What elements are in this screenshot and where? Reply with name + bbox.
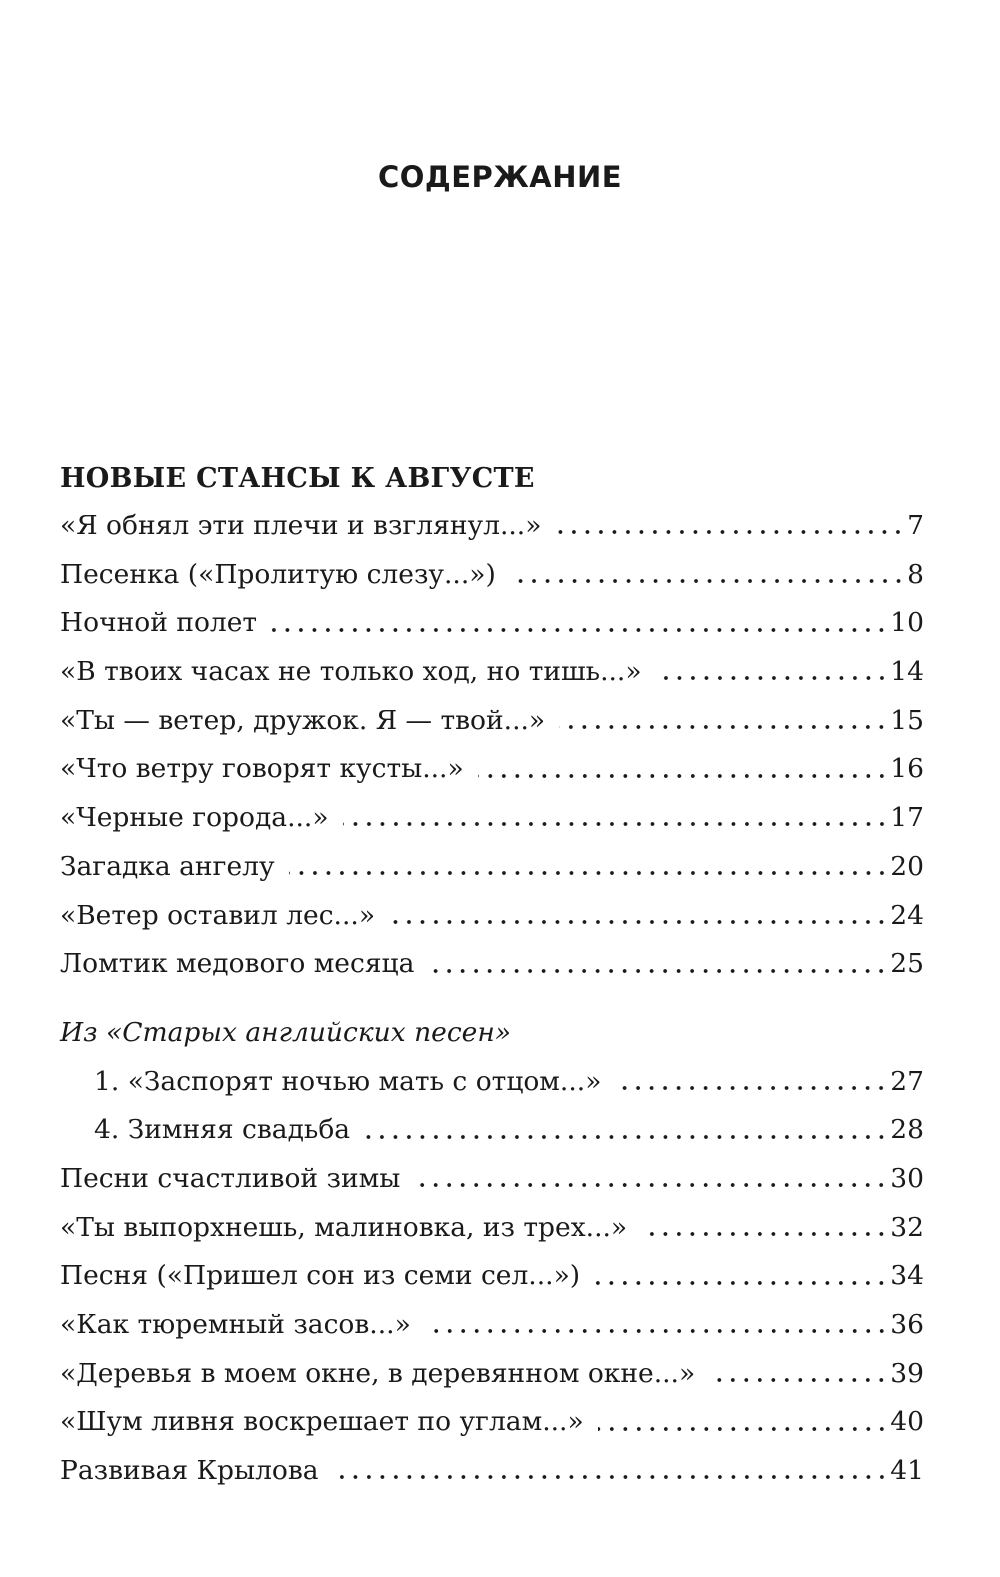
toc-entry[interactable] — [60, 1155, 924, 1204]
toc-entry-title: Ночной полет — [60, 607, 258, 639]
dot-leader — [559, 723, 888, 731]
dot-leader — [510, 577, 905, 585]
toc-entry-page: 41 — [890, 1455, 924, 1487]
dot-leader — [271, 626, 888, 634]
toc-entry[interactable] — [60, 1350, 924, 1399]
toc-entry-page: 17 — [890, 802, 924, 834]
toc-entry-title: «Что ветру говорят кусты...» — [60, 753, 464, 785]
toc-entry-page: 34 — [890, 1260, 924, 1292]
toc-entry[interactable] — [60, 599, 924, 648]
toc-entry-title: Песенка («Пролитую слезу...») — [60, 558, 496, 590]
toc-entry-page: 7 — [907, 510, 924, 541]
toc-entry[interactable] — [60, 1106, 924, 1155]
toc-entry[interactable] — [60, 502, 924, 551]
dot-leader — [289, 869, 889, 877]
toc-entry-page: 28 — [890, 1114, 924, 1146]
toc-entry[interactable] — [60, 745, 924, 794]
toc-entry-title: Песни счастливой зимы — [60, 1162, 401, 1194]
dot-leader — [414, 1181, 888, 1189]
toc-entry[interactable] — [60, 892, 924, 941]
dot-leader — [594, 1279, 888, 1287]
dot-leader — [343, 820, 889, 828]
toc-group-a — [60, 502, 924, 989]
toc-entry-page: 32 — [890, 1211, 924, 1243]
toc-entry[interactable] — [60, 1447, 924, 1496]
toc-entry-title: «Ты — ветер, дружок. Я — твой...» — [60, 704, 546, 736]
dot-leader — [709, 1376, 888, 1384]
toc-entry-page: 10 — [890, 607, 924, 639]
toc-entry-title: «В твоих часах не только ход, но тишь...» — [60, 656, 642, 688]
toc-entry[interactable] — [60, 794, 924, 843]
toc-entry-page: 16 — [890, 753, 924, 785]
toc-group-sub — [60, 1058, 924, 1155]
dot-leader — [389, 918, 888, 926]
dot-leader — [478, 772, 889, 780]
dot-leader — [641, 1230, 888, 1238]
toc-entry-title: Развивая Крылова — [60, 1455, 319, 1487]
toc-entry-page: 39 — [890, 1357, 924, 1389]
dot-leader — [333, 1473, 889, 1481]
dot-leader — [364, 1133, 888, 1141]
dot-leader — [428, 967, 888, 975]
subsection-heading: Из «Старых английских песен» — [60, 1016, 512, 1048]
toc-entry-title: 1. «Заспорят ночью мать с отцом...» — [94, 1065, 602, 1097]
toc-entry[interactable] — [60, 1252, 924, 1301]
toc-entry-title: «Ветер оставил лес...» — [60, 899, 376, 931]
toc-entry-title: Загадка ангелу — [60, 850, 275, 882]
toc-entry[interactable] — [60, 1058, 924, 1107]
section-heading: НОВЫЕ СТАНСЫ К АВГУСТЕ — [60, 463, 535, 494]
toc-entry-title: 4. Зимняя свадьба — [94, 1114, 351, 1146]
toc-entry-title: «Ты выпорхнешь, малиновка, из трех...» — [60, 1211, 628, 1243]
dot-leader — [555, 528, 905, 536]
toc-entry-page: 20 — [890, 850, 924, 882]
toc-entry-title: «Шум ливня воскрешает по углам...» — [60, 1406, 584, 1438]
toc-entry-title: «Деревья в моем окне, в деревянном окне...» — [60, 1357, 696, 1389]
dot-leader — [656, 674, 889, 682]
toc-entry[interactable] — [60, 940, 924, 989]
toc-entry[interactable] — [60, 1398, 924, 1447]
toc-entry[interactable] — [60, 843, 924, 892]
toc-entry-page: 8 — [907, 558, 924, 590]
table-of-contents — [60, 456, 924, 1496]
toc-entry-title: «Черные города...» — [60, 802, 329, 834]
dot-leader — [615, 1084, 888, 1092]
toc-entry[interactable] — [60, 551, 924, 600]
page-title: СОДЕРЖАНИЕ — [377, 160, 623, 194]
toc-entry-page: 14 — [890, 656, 924, 688]
toc-entry-title: «Я обнял эти плечи и взглянул...» — [60, 510, 542, 541]
toc-entry-title: Ломтик медового месяца — [60, 948, 415, 980]
toc-entry-title: «Как тюремный засов...» — [60, 1309, 411, 1340]
toc-entry-title: Песня («Пришел сон из семи сел...») — [60, 1260, 581, 1292]
toc-entry[interactable] — [60, 697, 924, 746]
toc-group-b — [60, 1155, 924, 1496]
dot-leader — [598, 1425, 889, 1433]
toc-entry[interactable] — [60, 1301, 924, 1350]
toc-entry[interactable] — [60, 648, 924, 697]
dot-leader — [425, 1327, 888, 1335]
toc-entry-page: 36 — [890, 1309, 924, 1340]
toc-entry-page: 30 — [890, 1162, 924, 1194]
toc-entry[interactable] — [60, 1204, 924, 1253]
toc-entry-page: 27 — [890, 1065, 924, 1097]
toc-entry-page: 15 — [890, 704, 924, 736]
toc-entry-page: 25 — [890, 948, 924, 980]
toc-entry-page: 40 — [890, 1406, 924, 1438]
toc-entry-page: 24 — [890, 899, 924, 931]
